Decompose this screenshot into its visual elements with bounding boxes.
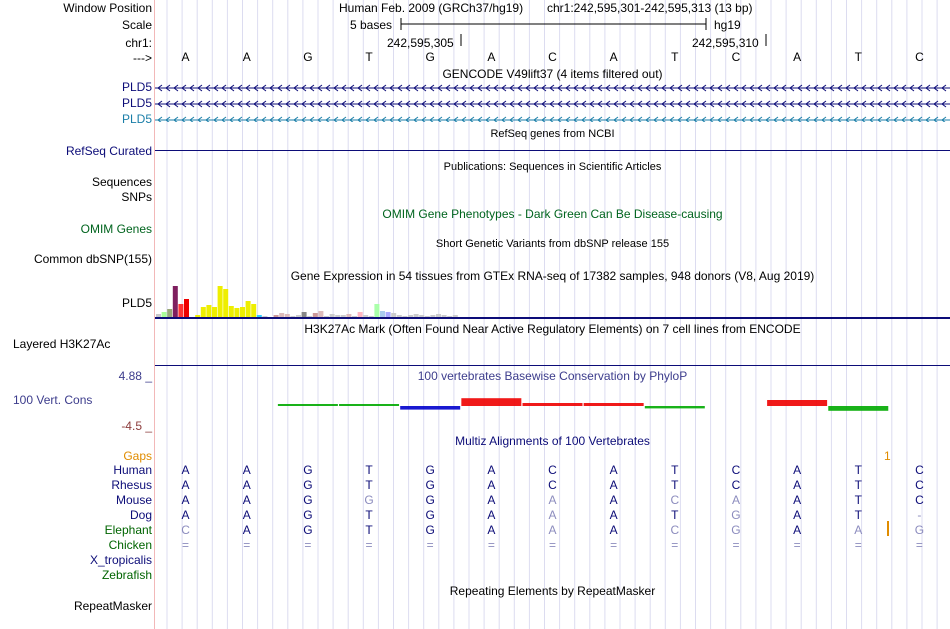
aligned-base: C	[670, 493, 680, 507]
pubs-title: Publications: Sequences in Scientific Articles	[443, 161, 662, 173]
gtex-tissue-bar	[201, 307, 206, 317]
species-label[interactable]: Human	[113, 463, 152, 477]
gencode-genes[interactable]	[155, 80, 950, 122]
gtex-label[interactable]: PLD5	[121, 296, 152, 310]
gencode-label-2[interactable]: PLD5	[121, 96, 152, 110]
base-letter: G	[303, 50, 313, 64]
conservation-bar	[584, 403, 644, 406]
aligned-base: A	[793, 523, 802, 537]
aligned-base: T	[365, 463, 373, 477]
gtex-tissue-bar	[234, 308, 239, 317]
aligned-base: T	[365, 508, 373, 522]
cons-max-label: 4.88 _	[118, 369, 152, 383]
aligned-base: G	[731, 508, 741, 522]
conservation-bar	[400, 406, 460, 410]
aligned-base: A	[242, 463, 251, 477]
conservation-bar	[828, 406, 888, 411]
aligned-base: =	[732, 538, 740, 552]
cons-min-label: -4.5 _	[121, 419, 152, 433]
assembly-text: Human Feb. 2009 (GRCh37/hg19)	[339, 1, 524, 15]
gtex-tissue-bar	[229, 306, 234, 317]
aligned-base: =	[304, 538, 312, 552]
aligned-base: C	[548, 463, 557, 477]
aligned-base: A	[242, 508, 251, 522]
gtex-tissue-bar	[246, 301, 251, 317]
aligned-base: G	[731, 523, 741, 537]
base-letter: C	[731, 50, 741, 64]
pos-left-label: 242,595,305	[387, 36, 454, 50]
alignment-row	[155, 508, 950, 523]
aligned-base: A	[793, 493, 802, 507]
aligned-base: A	[609, 523, 618, 537]
aligned-base: G	[303, 478, 313, 492]
sequences-label[interactable]: Sequences	[91, 175, 152, 189]
gencode-transcript[interactable]	[155, 117, 950, 122]
aligned-base: C	[915, 478, 924, 492]
aligned-base: A	[487, 493, 496, 507]
species-label[interactable]: Zebrafish	[101, 568, 152, 582]
aligned-base: G	[425, 478, 435, 492]
cons-label[interactable]: 100 Vert. Cons	[13, 393, 93, 407]
gtex-tissue-bar	[240, 307, 245, 317]
species-label[interactable]: Dog	[129, 508, 152, 522]
aligned-base: G	[303, 493, 313, 507]
scale-db-label: hg19	[714, 18, 741, 32]
dbsnp-label[interactable]: Common dbSNP(155)	[33, 252, 152, 266]
aligned-base: A	[854, 523, 863, 537]
conservation-bar	[645, 406, 705, 408]
multiz-title: Multiz Alignments of 100 Vertebrates	[455, 434, 650, 448]
aligned-base: A	[609, 463, 618, 477]
gtex-bar-chart[interactable]	[155, 280, 950, 320]
aligned-base: C	[731, 463, 741, 477]
species-label[interactable]: Elephant	[104, 523, 152, 537]
aligned-base: G	[425, 523, 435, 537]
gap-count: 1	[884, 449, 891, 463]
alignment-row	[155, 493, 950, 508]
gtex-tissue-bar	[251, 304, 256, 317]
gtex-tissue-bar	[178, 304, 183, 317]
aligned-base: G	[914, 523, 925, 537]
gencode-transcript[interactable]	[155, 101, 950, 107]
aligned-base: =	[548, 538, 556, 552]
base-letter: A	[181, 50, 190, 64]
aligned-base: A	[487, 478, 496, 492]
aligned-base: A	[181, 493, 190, 507]
gtex-title: Gene Expression in 54 tissues from GTEx RNA-seq of 17382 samples, 948 donors (V8, Aug 2019)	[290, 269, 815, 283]
base-letter: T	[365, 50, 373, 64]
aligned-base: A	[242, 493, 251, 507]
aligned-base: T	[854, 493, 862, 507]
refseq-title: RefSeq genes from NCBI	[490, 128, 615, 140]
alignment-row	[155, 478, 950, 493]
gtex-tissue-bar	[206, 305, 211, 317]
gtex-tissue-bar	[184, 299, 189, 317]
aligned-base: G	[425, 508, 435, 522]
species-label[interactable]: Chicken	[108, 538, 152, 552]
aligned-base: A	[548, 523, 557, 537]
gencode-label-3[interactable]: PLD5	[121, 112, 152, 126]
aligned-base: T	[854, 463, 862, 477]
repeatmasker-label[interactable]: RepeatMasker	[73, 599, 152, 613]
pos-right-label: 242,595,310	[692, 36, 759, 50]
aligned-base: C	[548, 478, 557, 492]
aligned-base: G	[364, 493, 374, 507]
aligned-base: A	[487, 523, 496, 537]
alignment-row	[155, 463, 950, 478]
aligned-base: A	[609, 493, 618, 507]
aligned-base: A	[242, 523, 251, 537]
species-label[interactable]: Rhesus	[111, 478, 152, 492]
base-letter: T	[671, 50, 679, 64]
species-label[interactable]: X_tropicalis	[89, 553, 152, 567]
aligned-base: A	[487, 463, 496, 477]
aligned-base: =	[487, 538, 495, 552]
conservation-bar	[523, 403, 583, 406]
gtex-tissue-bar	[223, 289, 228, 317]
alignment-row	[155, 538, 950, 553]
aligned-base: -	[917, 508, 922, 522]
aligned-base: T	[854, 508, 862, 522]
aligned-base: C	[670, 523, 680, 537]
aligned-base: A	[793, 463, 802, 477]
alignment-row	[155, 553, 950, 568]
gaps-label[interactable]: Gaps	[123, 449, 152, 463]
window-position-label: Window Position	[63, 1, 152, 15]
h3k27ac-label[interactable]: Layered H3K27Ac	[13, 337, 111, 351]
aligned-base: A	[548, 508, 557, 522]
gtex-baseline	[155, 317, 950, 319]
omim-title: OMIM Gene Phenotypes - Dark Green Can Be Disease-causing	[382, 207, 723, 221]
gencode-title: GENCODE V49lift37 (4 items filtered out)	[442, 67, 663, 81]
base-letter: T	[854, 50, 862, 64]
alignment-row	[155, 523, 950, 538]
aligned-base: G	[425, 493, 435, 507]
dbsnp-title: Short Genetic Variants from dbSNP release 155	[435, 238, 670, 250]
base-letter: G	[425, 50, 435, 64]
h3k27ac-title: H3K27Ac Mark (Often Found Near Active Regulatory Elements) on 7 cell lines from ENCODE	[304, 322, 801, 336]
aligned-base: A	[609, 478, 618, 492]
base-sequence	[155, 50, 950, 65]
aligned-base: A	[548, 493, 557, 507]
aligned-base: A	[487, 508, 496, 522]
aligned-base: C	[915, 463, 924, 477]
aligned-base: A	[181, 463, 190, 477]
refseq-gene-line[interactable]	[155, 150, 950, 151]
snps-label[interactable]: SNPs	[121, 190, 152, 204]
species-label[interactable]: Mouse	[115, 493, 152, 507]
aligned-base: T	[671, 463, 679, 477]
aligned-base: C	[731, 478, 741, 492]
elephant-insertion-mark	[887, 521, 889, 536]
gencode-label-1[interactable]: PLD5	[121, 80, 152, 94]
aligned-base: T	[365, 523, 373, 537]
aligned-base: C	[915, 493, 924, 507]
aligned-base: =	[243, 538, 251, 552]
base-letter: A	[793, 50, 802, 64]
strand-arrow-label: --->	[133, 51, 152, 65]
aligned-base: T	[671, 508, 679, 522]
omim-label[interactable]: OMIM Genes	[80, 222, 152, 236]
gtex-tissue-bar	[212, 307, 217, 317]
aligned-base: G	[425, 463, 435, 477]
base-letter: C	[915, 50, 924, 64]
aligned-base: A	[242, 478, 251, 492]
repeatmasker-title: Repeating Elements by RepeatMasker	[449, 584, 656, 598]
aligned-base: =	[915, 538, 923, 552]
scale-label: Scale	[121, 18, 152, 32]
conservation-bar	[461, 398, 521, 406]
aligned-base: A	[731, 493, 740, 507]
gtex-tissue-bar	[173, 286, 178, 317]
track-labels	[0, 0, 152, 629]
aligned-base: A	[793, 508, 802, 522]
aligned-base: A	[609, 508, 618, 522]
aligned-base: T	[671, 478, 679, 492]
browser-image[interactable]	[155, 0, 950, 629]
position-text: chr1:242,595,301-242,595,313 (13 bp)	[547, 1, 753, 15]
aligned-base: G	[303, 463, 313, 477]
gtex-tissue-bar	[167, 309, 172, 317]
conservation-bar	[278, 404, 338, 406]
conservation-bar	[339, 404, 399, 406]
chrom-label: chr1:	[125, 36, 152, 50]
aligned-base: A	[181, 508, 190, 522]
aligned-base: =	[793, 538, 801, 552]
scale-bar-label: 5 bases	[350, 18, 393, 32]
refseq-label[interactable]: RefSeq Curated	[65, 144, 152, 158]
base-letter: C	[548, 50, 557, 64]
aligned-base: =	[610, 538, 618, 552]
base-letter: A	[487, 50, 496, 64]
gtex-tissue-bar	[218, 286, 223, 317]
base-letter: A	[242, 50, 251, 64]
aligned-base: G	[303, 508, 313, 522]
aligned-base: T	[365, 478, 373, 492]
conservation-wiggle[interactable]	[155, 385, 950, 430]
conservation-bar	[767, 400, 827, 406]
aligned-base: =	[854, 538, 862, 552]
alignment-row	[155, 568, 950, 583]
aligned-base: =	[365, 538, 373, 552]
aligned-base: =	[182, 538, 190, 552]
aligned-base: =	[671, 538, 679, 552]
aligned-base: T	[854, 478, 862, 492]
aligned-base: G	[303, 523, 313, 537]
gencode-transcript[interactable]	[155, 85, 950, 91]
cons-title: 100 vertebrates Basewise Conservation by PhyloP	[417, 369, 688, 383]
base-letter: A	[609, 50, 618, 64]
aligned-base: =	[426, 538, 434, 552]
h3k27ac-signal[interactable]	[155, 365, 950, 366]
aligned-base: A	[181, 478, 190, 492]
aligned-base: C	[181, 523, 190, 537]
aligned-base: A	[793, 478, 802, 492]
gtex-tissue-bar	[374, 304, 379, 317]
